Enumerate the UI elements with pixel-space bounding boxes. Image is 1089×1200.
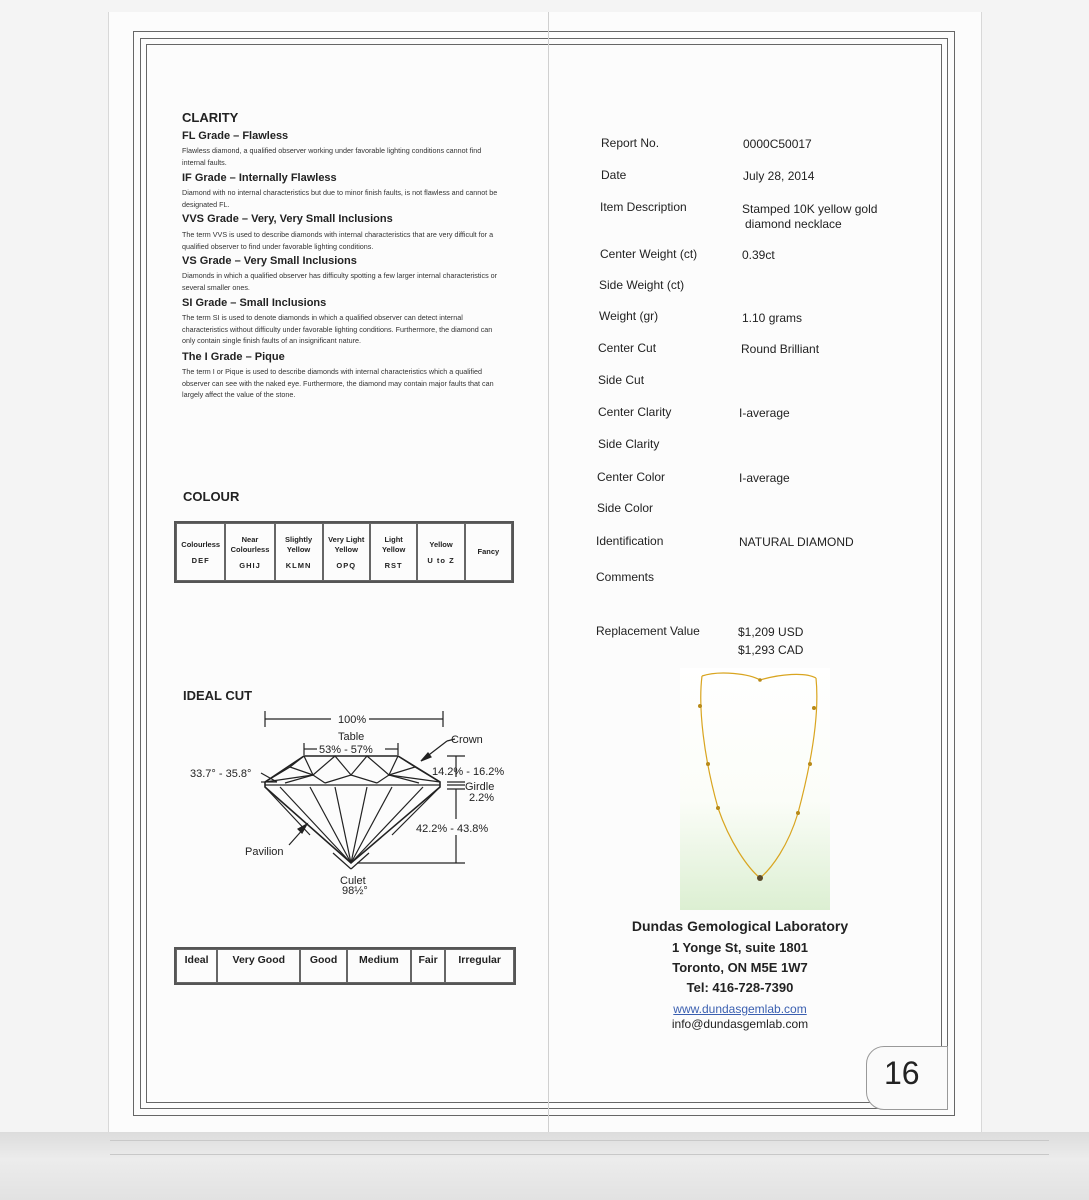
report-field-label: Item Description: [600, 200, 687, 214]
sleeve-edge: [0, 1132, 1089, 1200]
clarity-heading: CLARITY: [182, 110, 239, 125]
clarity-grade-title: SI Grade – Small Inclusions: [182, 297, 327, 309]
report-field-value: I-average: [739, 471, 790, 485]
report-field-label: Side Weight (ct): [599, 278, 685, 292]
report-field-label: Weight (gr): [599, 309, 659, 323]
report-field-value: $1,209 USD: [738, 625, 804, 639]
table-range: 53% - 57%: [319, 744, 373, 756]
colour-scale-table: [174, 521, 514, 583]
lab-phone: Tel: 416-728-7390: [686, 980, 794, 995]
clarity-grade-title: The I Grade – Pique: [182, 351, 285, 363]
crown-height: 14.2% - 16.2%: [432, 766, 505, 778]
page-number: 16: [884, 1055, 920, 1091]
girdle-label: Girdle: [465, 781, 495, 793]
fold-line: [548, 12, 549, 1132]
report-field-label: Side Color: [597, 501, 654, 515]
table-label: Table: [338, 731, 365, 743]
report-field-value: Stamped 10K yellow gold: [742, 202, 878, 216]
cut-grade-cell: Medium: [347, 949, 411, 983]
diamond-proportion-diagram: [185, 705, 515, 900]
colour-cell: Yellow U to Z: [417, 523, 464, 581]
width-label: 100%: [338, 714, 367, 726]
report-field-label: Center Color: [597, 470, 666, 484]
cut-grade-cell: Very Good: [217, 949, 300, 983]
report-field-label: Side Cut: [598, 373, 645, 387]
clarity-grade-title: FL Grade – Flawless: [182, 130, 289, 142]
lab-name: Dundas Gemological Laboratory: [631, 918, 849, 934]
report-field-value: July 28, 2014: [743, 169, 815, 183]
lab-website-wrap: [590, 1000, 890, 1018]
cut-grade-cell: Good: [300, 949, 346, 983]
cut-grade-cell: Irregular: [445, 949, 514, 983]
report-field-value: I-average: [739, 406, 790, 420]
culet-value: 98½°: [342, 885, 368, 897]
report-field-label: Center Weight (ct): [600, 247, 698, 261]
pavilion-label: Pavilion: [245, 846, 284, 858]
report-field-label: Date: [601, 168, 627, 182]
report-field-label: Center Clarity: [598, 405, 672, 419]
cut-grade-table: [174, 947, 516, 985]
clarity-grade-title: IF Grade – Internally Flawless: [182, 172, 337, 184]
colour-cell: Slightly Yellow KLMN: [275, 523, 323, 581]
clarity-grade-text: Flawless diamond, a qualified observer working under favorable lighting conditions cannot find internal faults.: [182, 146, 482, 167]
culet-label: Culet: [340, 875, 366, 887]
colour-cell: Fancy: [465, 523, 512, 581]
clarity-grade-text: The term I or Pique is used to describe diamonds with internal characteristics which a qualified observer can see with the naked eye. Furthermore, the diamond may contain major faults that can largely affect the value of the stone.: [182, 367, 494, 399]
clarity-grade-title: VS Grade – Very Small Inclusions: [182, 255, 357, 267]
clarity-grade-text: Diamonds in which a qualified observer has difficulty spotting a few larger internal characteristics or several smaller ones.: [182, 271, 498, 292]
lab-email: info@dundasgemlab.com: [671, 1017, 809, 1031]
lab-website-link[interactable]: www.dundasgemlab.com: [673, 1002, 807, 1016]
report-field-value: Round Brilliant: [741, 342, 820, 356]
girdle-value: 2.2%: [469, 792, 495, 804]
report-field-label: Comments: [596, 570, 655, 584]
report-field-label: Center Cut: [598, 341, 657, 355]
report-field-value-line2: diamond necklace: [745, 217, 842, 231]
cut-grade-cell: Fair: [411, 949, 445, 983]
colour-cell: Near Colourless GHIJ: [225, 523, 274, 581]
report-field-value-line2: $1,293 CAD: [738, 643, 804, 657]
clarity-grade-text: The term VVS is used to describe diamonds with internal characteristics that are very difficult for a qualified observer to find under favorable lighting conditions.: [182, 230, 494, 251]
report-field-value: 1.10 grams: [742, 311, 803, 325]
report-field-label: Report No.: [601, 136, 660, 150]
colour-cell: Colourless DEF: [176, 523, 225, 581]
report-field-value: 0000C50017: [743, 137, 812, 151]
crown-angle: 33.7° - 35.8°: [190, 768, 252, 780]
report-field-label: Replacement Value: [596, 624, 700, 638]
ideal-cut-heading: IDEAL CUT: [183, 688, 253, 703]
report-field-value: NATURAL DIAMOND: [739, 535, 854, 549]
clarity-grade-title: VVS Grade – Very, Very Small Inclusions: [182, 213, 393, 225]
colour-cell: Very Light Yellow OPQ: [323, 523, 370, 581]
clarity-grade-text: Diamond with no internal characteristics but due to minor finish faults, is not flawless and cannot be designated FL.: [182, 188, 498, 209]
report-field-value: 0.39ct: [742, 248, 775, 262]
lab-address-line2: Toronto, ON M5E 1W7: [672, 960, 808, 975]
colour-heading: COLOUR: [183, 489, 240, 504]
report-field-label: Identification: [596, 534, 664, 548]
cut-grade-cell: Ideal: [176, 949, 217, 983]
lab-address-line1: 1 Yonge St, suite 1801: [671, 940, 809, 955]
report-field-label: Side Clarity: [598, 437, 660, 451]
colour-cell: Light Yellow RST: [370, 523, 417, 581]
clarity-grade-text: The term SI is used to denote diamonds in which a qualified observer can detect internal characteristics without difficulty under favorable lighting conditions. Furthermore, the diamond can only contain single finish faults of an insignificant nature.: [182, 313, 493, 345]
pavilion-depth: 42.2% - 43.8%: [416, 823, 489, 835]
necklace-photo: [680, 668, 830, 910]
crown-label: Crown: [451, 734, 483, 746]
